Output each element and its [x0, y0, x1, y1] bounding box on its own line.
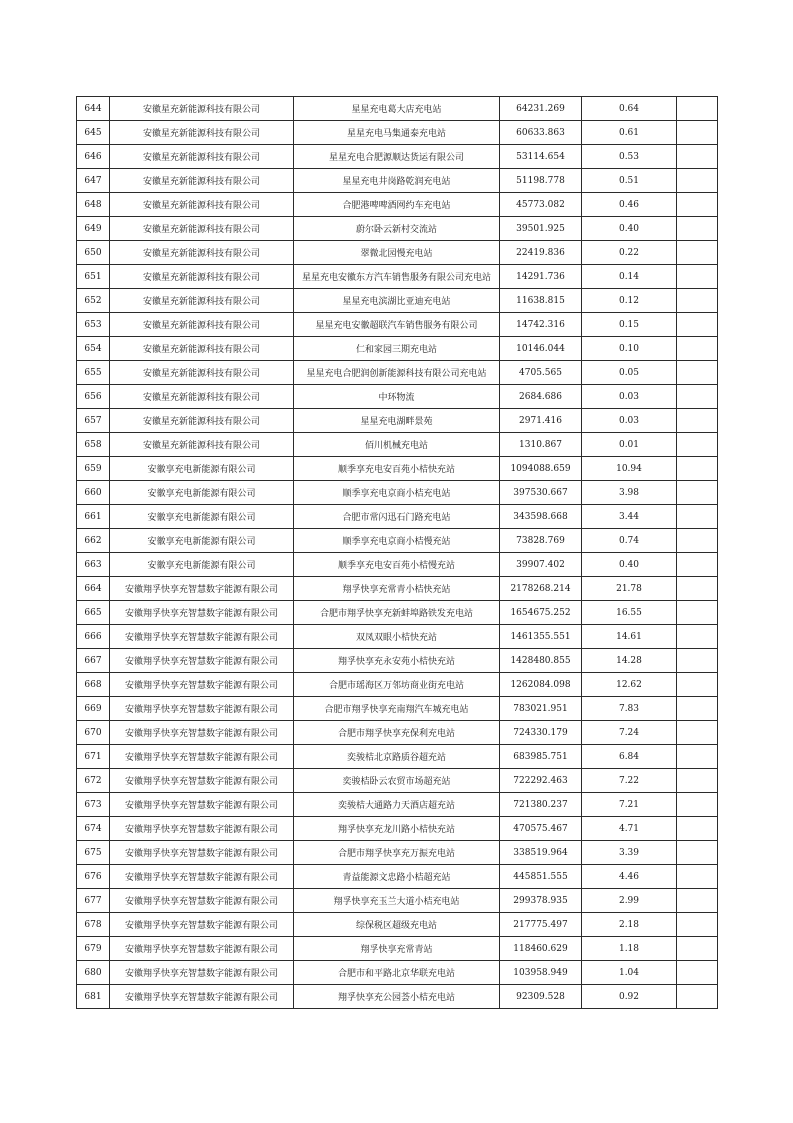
company-name-cell: 安徽翔孚快享充智慧数字能源有限公司	[110, 817, 294, 841]
company-name-cell: 安徽星充新能源科技有限公司	[110, 217, 294, 241]
row-number-cell: 668	[77, 673, 110, 697]
table-row	[77, 289, 718, 313]
station-name-cell: 合肥市常闪迅石门路充电站	[294, 505, 500, 529]
empty-cell	[677, 193, 718, 217]
row-number-cell: 645	[77, 121, 110, 145]
company-name-cell: 安徽翔孚快享充智慧数字能源有限公司	[110, 937, 294, 961]
value-cell: 722292.463	[500, 769, 582, 793]
percent-cell: 12.62	[582, 673, 677, 697]
row-number-cell: 647	[77, 169, 110, 193]
table-row	[77, 265, 718, 289]
row-number-cell: 675	[77, 841, 110, 865]
row-number-cell: 665	[77, 601, 110, 625]
empty-cell	[677, 817, 718, 841]
value-cell: 397530.667	[500, 481, 582, 505]
value-cell: 14291.736	[500, 265, 582, 289]
station-name-cell: 奕骏桔大通路力天酒店超充站	[294, 793, 500, 817]
table-row	[77, 433, 718, 457]
value-cell: 1461355.551	[500, 625, 582, 649]
company-name-cell: 安徽翔孚快享充智慧数字能源有限公司	[110, 697, 294, 721]
value-cell: 60633.863	[500, 121, 582, 145]
table-row	[77, 721, 718, 745]
row-number-cell: 655	[77, 361, 110, 385]
station-name-cell: 顺季享充电安百苑小桔快充站	[294, 457, 500, 481]
percent-cell: 3.44	[582, 505, 677, 529]
table-row	[77, 985, 718, 1009]
company-name-cell: 安徽星充新能源科技有限公司	[110, 121, 294, 145]
value-cell: 103958.949	[500, 961, 582, 985]
company-name-cell: 安徽星充新能源科技有限公司	[110, 169, 294, 193]
value-cell: 39501.925	[500, 217, 582, 241]
value-cell: 14742.316	[500, 313, 582, 337]
value-cell: 683985.751	[500, 745, 582, 769]
table-row	[77, 961, 718, 985]
row-number-cell: 669	[77, 697, 110, 721]
company-name-cell: 安徽翔孚快享充智慧数字能源有限公司	[110, 889, 294, 913]
company-name-cell: 安徽星充新能源科技有限公司	[110, 289, 294, 313]
percent-cell: 0.64	[582, 97, 677, 121]
value-cell: 1654675.252	[500, 601, 582, 625]
station-name-cell: 星星充电合肥润创新能源科技有限公司充电站	[294, 361, 500, 385]
company-name-cell: 安徽翔孚快享充智慧数字能源有限公司	[110, 649, 294, 673]
percent-cell: 0.51	[582, 169, 677, 193]
row-number-cell: 653	[77, 313, 110, 337]
empty-cell	[677, 457, 718, 481]
company-name-cell: 安徽星充新能源科技有限公司	[110, 433, 294, 457]
company-name-cell: 安徽享充电新能源有限公司	[110, 481, 294, 505]
value-cell: 2684.686	[500, 385, 582, 409]
company-name-cell: 安徽翔孚快享充智慧数字能源有限公司	[110, 985, 294, 1009]
row-number-cell: 649	[77, 217, 110, 241]
row-number-cell: 650	[77, 241, 110, 265]
percent-cell: 14.61	[582, 625, 677, 649]
value-cell: 299378.935	[500, 889, 582, 913]
value-cell: 118460.629	[500, 937, 582, 961]
company-name-cell: 安徽星充新能源科技有限公司	[110, 385, 294, 409]
percent-cell: 7.22	[582, 769, 677, 793]
table-row	[77, 553, 718, 577]
station-name-cell: 合肥市和平路北京华联充电站	[294, 961, 500, 985]
value-cell: 11638.815	[500, 289, 582, 313]
empty-cell	[677, 697, 718, 721]
station-name-cell: 星星充电安徽东方汽车销售服务有限公司充电站	[294, 265, 500, 289]
empty-cell	[677, 529, 718, 553]
company-name-cell: 安徽享充电新能源有限公司	[110, 457, 294, 481]
empty-cell	[677, 169, 718, 193]
company-name-cell: 安徽星充新能源科技有限公司	[110, 241, 294, 265]
empty-cell	[677, 769, 718, 793]
table-row	[77, 193, 718, 217]
table-row	[77, 385, 718, 409]
company-name-cell: 安徽星充新能源科技有限公司	[110, 265, 294, 289]
empty-cell	[677, 145, 718, 169]
empty-cell	[677, 265, 718, 289]
company-name-cell: 安徽星充新能源科技有限公司	[110, 409, 294, 433]
percent-cell: 2.99	[582, 889, 677, 913]
station-name-cell: 合肥市翔孚快享充万振充电站	[294, 841, 500, 865]
value-cell: 783021.951	[500, 697, 582, 721]
station-name-cell: 青益能源文忠路小桔超充站	[294, 865, 500, 889]
table-row	[77, 361, 718, 385]
value-cell: 1094088.659	[500, 457, 582, 481]
percent-cell: 6.84	[582, 745, 677, 769]
station-name-cell: 佰川机械充电站	[294, 433, 500, 457]
value-cell: 53114.654	[500, 145, 582, 169]
value-cell: 217775.497	[500, 913, 582, 937]
table-row	[77, 481, 718, 505]
value-cell: 721380.237	[500, 793, 582, 817]
empty-cell	[677, 601, 718, 625]
station-name-cell: 翔孚快享充永安苑小桔快充站	[294, 649, 500, 673]
table-row	[77, 145, 718, 169]
table-row	[77, 649, 718, 673]
company-name-cell: 安徽星充新能源科技有限公司	[110, 193, 294, 217]
table-row	[77, 745, 718, 769]
station-name-cell: 星星充电马集通泰充电站	[294, 121, 500, 145]
company-name-cell: 安徽享充电新能源有限公司	[110, 529, 294, 553]
row-number-cell: 679	[77, 937, 110, 961]
value-cell: 343598.668	[500, 505, 582, 529]
empty-cell	[677, 865, 718, 889]
percent-cell: 4.71	[582, 817, 677, 841]
value-cell: 73828.769	[500, 529, 582, 553]
percent-cell: 0.53	[582, 145, 677, 169]
table-row	[77, 793, 718, 817]
table-row	[77, 217, 718, 241]
station-name-cell: 蔚尔卧云新村交流站	[294, 217, 500, 241]
station-name-cell: 翔孚快享充龙川路小桔快充站	[294, 817, 500, 841]
empty-cell	[677, 889, 718, 913]
percent-cell: 0.22	[582, 241, 677, 265]
percent-cell: 0.03	[582, 409, 677, 433]
row-number-cell: 671	[77, 745, 110, 769]
row-number-cell: 670	[77, 721, 110, 745]
table-row	[77, 625, 718, 649]
percent-cell: 0.01	[582, 433, 677, 457]
company-name-cell: 安徽翔孚快享充智慧数字能源有限公司	[110, 865, 294, 889]
percent-cell: 0.46	[582, 193, 677, 217]
empty-cell	[677, 649, 718, 673]
empty-cell	[677, 961, 718, 985]
empty-cell	[677, 793, 718, 817]
percent-cell: 7.21	[582, 793, 677, 817]
company-name-cell: 安徽享充电新能源有限公司	[110, 505, 294, 529]
row-number-cell: 662	[77, 529, 110, 553]
value-cell: 1428480.855	[500, 649, 582, 673]
value-cell: 724330.179	[500, 721, 582, 745]
company-name-cell: 安徽翔孚快享充智慧数字能源有限公司	[110, 625, 294, 649]
company-name-cell: 安徽星充新能源科技有限公司	[110, 337, 294, 361]
station-name-cell: 星星充电滨湖比亚迪充电站	[294, 289, 500, 313]
station-name-cell: 合肥港啤啤酒网约车充电站	[294, 193, 500, 217]
percent-cell: 0.40	[582, 553, 677, 577]
table-row	[77, 241, 718, 265]
empty-cell	[677, 361, 718, 385]
percent-cell: 10.94	[582, 457, 677, 481]
value-cell: 470575.467	[500, 817, 582, 841]
empty-cell	[677, 553, 718, 577]
empty-cell	[677, 577, 718, 601]
percent-cell: 0.05	[582, 361, 677, 385]
row-number-cell: 666	[77, 625, 110, 649]
percent-cell: 16.55	[582, 601, 677, 625]
station-name-cell: 翠微北园慢充电站	[294, 241, 500, 265]
station-name-cell: 双凤双眼小桔快充站	[294, 625, 500, 649]
row-number-cell: 654	[77, 337, 110, 361]
percent-cell: 3.39	[582, 841, 677, 865]
value-cell: 10146.044	[500, 337, 582, 361]
percent-cell: 0.15	[582, 313, 677, 337]
table-row	[77, 913, 718, 937]
value-cell: 1262084.098	[500, 673, 582, 697]
value-cell: 51198.778	[500, 169, 582, 193]
row-number-cell: 644	[77, 97, 110, 121]
company-name-cell: 安徽翔孚快享充智慧数字能源有限公司	[110, 601, 294, 625]
row-number-cell: 651	[77, 265, 110, 289]
table-row	[77, 817, 718, 841]
row-number-cell: 664	[77, 577, 110, 601]
station-name-cell: 翔孚快享充常青小桔快充站	[294, 577, 500, 601]
percent-cell: 0.14	[582, 265, 677, 289]
table-row	[77, 169, 718, 193]
empty-cell	[677, 841, 718, 865]
table-row	[77, 577, 718, 601]
row-number-cell: 656	[77, 385, 110, 409]
row-number-cell: 681	[77, 985, 110, 1009]
station-name-cell: 合肥市瑶海区万邻坊商业街充电站	[294, 673, 500, 697]
station-name-cell: 中环物流	[294, 385, 500, 409]
row-number-cell: 672	[77, 769, 110, 793]
empty-cell	[677, 985, 718, 1009]
table-row	[77, 313, 718, 337]
table-row	[77, 769, 718, 793]
row-number-cell: 678	[77, 913, 110, 937]
empty-cell	[677, 409, 718, 433]
row-number-cell: 680	[77, 961, 110, 985]
table-row	[77, 337, 718, 361]
value-cell: 1310.867	[500, 433, 582, 457]
station-name-cell: 顺季享充电京商小桔充电站	[294, 481, 500, 505]
empty-cell	[677, 241, 718, 265]
value-cell: 22419.836	[500, 241, 582, 265]
station-name-cell: 综保税区超级充电站	[294, 913, 500, 937]
station-name-cell: 合肥市翔孚快享充保利充电站	[294, 721, 500, 745]
percent-cell: 0.61	[582, 121, 677, 145]
table-row	[77, 601, 718, 625]
percent-cell: 2.18	[582, 913, 677, 937]
company-name-cell: 安徽星充新能源科技有限公司	[110, 361, 294, 385]
row-number-cell: 663	[77, 553, 110, 577]
station-name-cell: 星星充电湖畔景苑	[294, 409, 500, 433]
company-name-cell: 安徽翔孚快享充智慧数字能源有限公司	[110, 841, 294, 865]
percent-cell: 21.78	[582, 577, 677, 601]
row-number-cell: 676	[77, 865, 110, 889]
station-name-cell: 合肥市翔孚快享充南翔汽车城充电站	[294, 697, 500, 721]
station-name-cell: 翔孚快享充公园荟小桔充电站	[294, 985, 500, 1009]
percent-cell: 3.98	[582, 481, 677, 505]
company-name-cell: 安徽翔孚快享充智慧数字能源有限公司	[110, 961, 294, 985]
company-name-cell: 安徽享充电新能源有限公司	[110, 553, 294, 577]
station-name-cell: 星星充电合肥源顺达货运有限公司	[294, 145, 500, 169]
percent-cell: 0.40	[582, 217, 677, 241]
station-name-cell: 翔孚快享充玉兰大道小桔充电站	[294, 889, 500, 913]
row-number-cell: 658	[77, 433, 110, 457]
table-row	[77, 457, 718, 481]
empty-cell	[677, 217, 718, 241]
value-cell: 445851.555	[500, 865, 582, 889]
table-row	[77, 865, 718, 889]
empty-cell	[677, 625, 718, 649]
station-name-cell: 翔孚快享充常青站	[294, 937, 500, 961]
value-cell: 338519.964	[500, 841, 582, 865]
station-name-cell: 奕骏桔卧云农贸市场超充站	[294, 769, 500, 793]
row-number-cell: 659	[77, 457, 110, 481]
value-cell: 39907.402	[500, 553, 582, 577]
table-row	[77, 121, 718, 145]
row-number-cell: 677	[77, 889, 110, 913]
value-cell: 64231.269	[500, 97, 582, 121]
empty-cell	[677, 937, 718, 961]
table-row	[77, 97, 718, 121]
empty-cell	[677, 337, 718, 361]
row-number-cell: 648	[77, 193, 110, 217]
percent-cell: 14.28	[582, 649, 677, 673]
value-cell: 2971.416	[500, 409, 582, 433]
company-name-cell: 安徽翔孚快享充智慧数字能源有限公司	[110, 673, 294, 697]
table-row	[77, 697, 718, 721]
row-number-cell: 674	[77, 817, 110, 841]
percent-cell: 7.83	[582, 697, 677, 721]
table-row	[77, 505, 718, 529]
empty-cell	[677, 433, 718, 457]
row-number-cell: 667	[77, 649, 110, 673]
table-row	[77, 409, 718, 433]
station-name-cell: 顺季享充电安百苑小桔慢充站	[294, 553, 500, 577]
percent-cell: 0.92	[582, 985, 677, 1009]
company-name-cell: 安徽星充新能源科技有限公司	[110, 145, 294, 169]
empty-cell	[677, 97, 718, 121]
row-number-cell: 661	[77, 505, 110, 529]
station-name-cell: 星星充电葛大店充电站	[294, 97, 500, 121]
empty-cell	[677, 673, 718, 697]
empty-cell	[677, 385, 718, 409]
station-name-cell: 仁和家园三期充电站	[294, 337, 500, 361]
station-name-cell: 合肥市翔孚快享充新蚌埠路铁发充电站	[294, 601, 500, 625]
table-row	[77, 889, 718, 913]
station-name-cell: 顺季享充电京商小桔慢充站	[294, 529, 500, 553]
empty-cell	[677, 721, 718, 745]
percent-cell: 1.04	[582, 961, 677, 985]
company-name-cell: 安徽翔孚快享充智慧数字能源有限公司	[110, 913, 294, 937]
row-number-cell: 657	[77, 409, 110, 433]
empty-cell	[677, 913, 718, 937]
company-name-cell: 安徽翔孚快享充智慧数字能源有限公司	[110, 577, 294, 601]
table-body	[77, 97, 718, 1009]
station-name-cell: 奕骏桔北京路质谷超充站	[294, 745, 500, 769]
company-name-cell: 安徽星充新能源科技有限公司	[110, 313, 294, 337]
station-name-cell: 星星充电安徽超联汽车销售服务有限公司	[294, 313, 500, 337]
company-name-cell: 安徽翔孚快享充智慧数字能源有限公司	[110, 745, 294, 769]
table-row	[77, 937, 718, 961]
row-number-cell: 652	[77, 289, 110, 313]
station-name-cell: 星星充电井岗路乾润充电站	[294, 169, 500, 193]
row-number-cell: 660	[77, 481, 110, 505]
percent-cell: 7.24	[582, 721, 677, 745]
table-row	[77, 529, 718, 553]
row-number-cell: 673	[77, 793, 110, 817]
empty-cell	[677, 313, 718, 337]
percent-cell: 0.03	[582, 385, 677, 409]
company-name-cell: 安徽翔孚快享充智慧数字能源有限公司	[110, 793, 294, 817]
percent-cell: 0.10	[582, 337, 677, 361]
empty-cell	[677, 505, 718, 529]
value-cell: 92309.528	[500, 985, 582, 1009]
percent-cell: 4.46	[582, 865, 677, 889]
value-cell: 2178268.214	[500, 577, 582, 601]
company-name-cell: 安徽翔孚快享充智慧数字能源有限公司	[110, 721, 294, 745]
company-name-cell: 安徽星充新能源科技有限公司	[110, 97, 294, 121]
percent-cell: 0.12	[582, 289, 677, 313]
row-number-cell: 646	[77, 145, 110, 169]
empty-cell	[677, 121, 718, 145]
percent-cell: 0.74	[582, 529, 677, 553]
value-cell: 45773.082	[500, 193, 582, 217]
station-table	[76, 96, 718, 1009]
company-name-cell: 安徽翔孚快享充智慧数字能源有限公司	[110, 769, 294, 793]
empty-cell	[677, 481, 718, 505]
empty-cell	[677, 745, 718, 769]
value-cell: 4705.565	[500, 361, 582, 385]
table-row	[77, 673, 718, 697]
percent-cell: 1.18	[582, 937, 677, 961]
table-row	[77, 841, 718, 865]
empty-cell	[677, 289, 718, 313]
